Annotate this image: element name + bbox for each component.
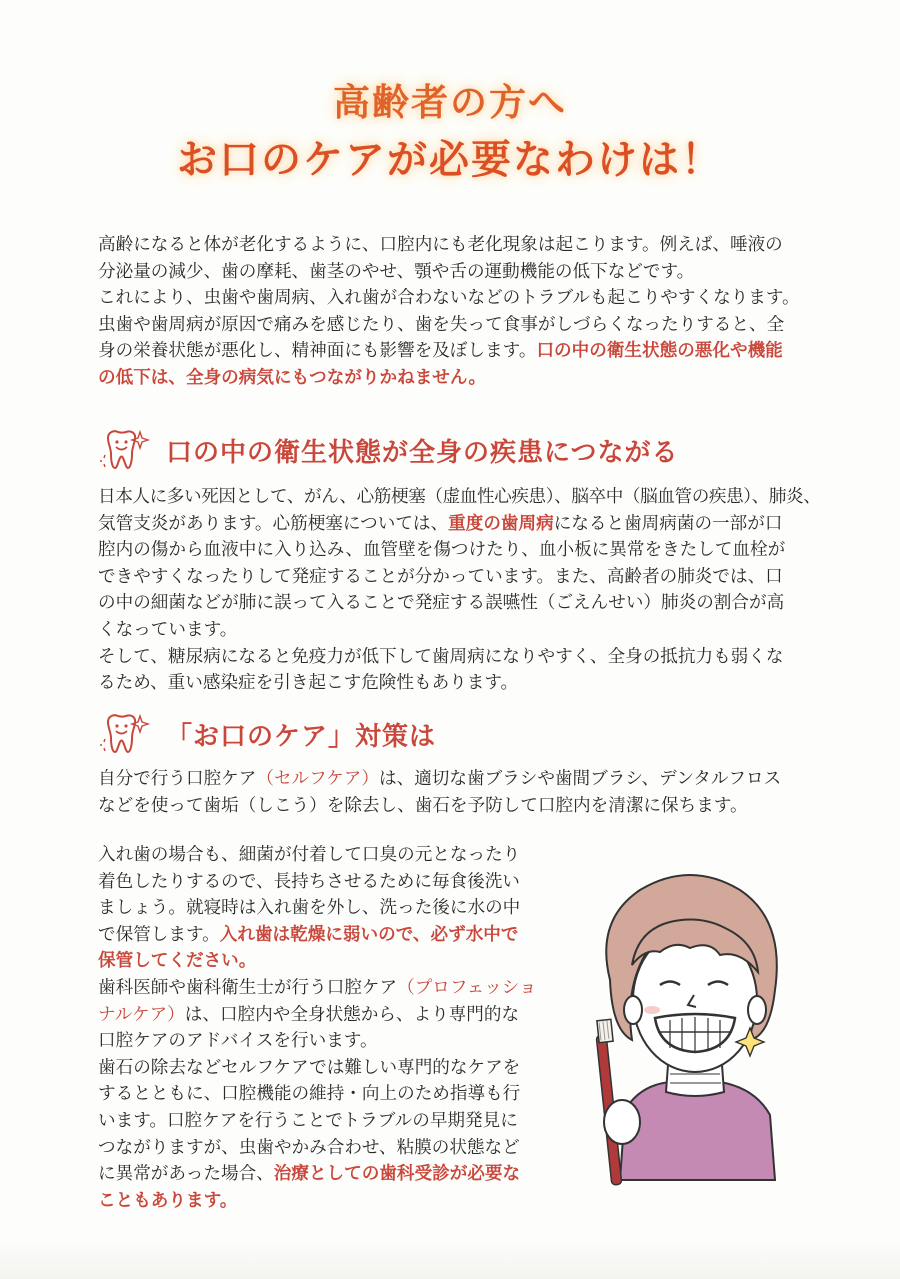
section1-paragraph xyxy=(98,484,843,697)
denture-highlight: 入れ歯は乾燥に弱いので、必ず水中で xyxy=(219,924,519,945)
title-line-1: 高齢者の方へ xyxy=(333,80,567,124)
smiling-tooth-icon xyxy=(100,428,156,472)
section1-line: できやすくなったりして発症することが分かっています。また、高齢者の肺炎では、口 xyxy=(98,566,783,587)
procare-line: 歯石の除去などセルフケアでは難しい専門的なケアを xyxy=(98,1057,521,1078)
denture-highlight: 保管してください。 xyxy=(98,951,257,972)
page-bottom-edge xyxy=(0,1240,900,1279)
intro-line: 身の栄養状態が悪化し、精神面にも影響を及ぼします。口の中の衛生状態の悪化や機能 xyxy=(98,341,783,362)
denture-line: で保管します。入れ歯は乾燥に弱いので、必ず水中で xyxy=(98,924,519,945)
section-heading-text: 口の中の衛生状態が全身の疾患につながる xyxy=(166,437,679,468)
smiling-tooth-icon xyxy=(100,712,156,756)
section-heading-systemic xyxy=(100,428,678,472)
procare-line: 口腔ケアのアドバイスを行います。 xyxy=(98,1031,378,1052)
section1-line: の中の細菌などが肺に誤って入ることで発症する誤嚥性（ごえんせい）肺炎の割合が高 xyxy=(98,593,785,614)
page-title xyxy=(0,75,900,191)
section-heading-care xyxy=(100,712,436,756)
severe-periodontal-highlight: 重度の歯周病 xyxy=(448,513,554,534)
intro-highlight: 口の中の衛生状態の悪化や機能 xyxy=(536,341,783,362)
procare-term: ナルケア） xyxy=(98,1004,185,1025)
section1-line: 腔内の傷から血液中に入り込み、血管壁を傷つけたり、血小板に異常をきたして血栓が xyxy=(98,540,786,561)
intro-line: これにより、虫歯や歯周病、入れ歯が合わないなどのトラブルも起こりやすくなります。 xyxy=(98,288,800,309)
denture-line: ましょう。就寝時は入れ歯を外し、洗った後に水の中 xyxy=(98,898,521,919)
intro-highlight: の低下は、全身の病気にもつながりかねません。 xyxy=(98,367,487,388)
section-heading-text: 「お口のケア」対策は xyxy=(166,721,437,752)
intro-line: 虫歯や歯周病が原因で痛みを感じたり、歯を失って食事がしづらくなったりすると、全 xyxy=(98,314,785,335)
intro-line: 分泌量の減少、歯の摩耗、歯茎のやせ、顎や舌の運動機能の低下などです。 xyxy=(98,261,695,282)
procare-line: に異常があった場合、治療としての歯科受診が必要な xyxy=(98,1164,521,1185)
treatment-highlight: こともあります。 xyxy=(98,1190,238,1211)
section1-line: 気管支炎があります。心筋梗塞については、重度の歯周病になると歯周病菌の一部が口 xyxy=(98,513,783,534)
selfcare-term: （セルフケア） xyxy=(256,769,379,789)
procare-line: います。口腔ケアを行うことでトラブルの早期発見に xyxy=(98,1110,518,1131)
procare-term: （プロフェッショ xyxy=(397,977,537,998)
procare-line: 歯科医師や歯科衛生士が行う口腔ケア（プロフェッショ xyxy=(98,977,537,998)
treatment-highlight: 治療としての歯科受診が必要な xyxy=(273,1164,521,1185)
selfcare-line: 自分で行う口腔ケア（セルフケア）は、適切な歯ブラシや歯間ブラシ、デンタルフロス xyxy=(98,769,782,789)
denture-line: 着色したりするので、長持ちさせるために毎食後洗い xyxy=(98,871,520,892)
procare-line: するとともに、口腔機能の維持・向上のため指導も行 xyxy=(98,1084,521,1105)
section1-line: そして、糖尿病になると免疫力が低下して歯周病になりやすく、全身の抵抗力も弱くな xyxy=(98,646,784,667)
selfcare-line: などを使って歯垢（しこう）を除去し、歯石を予防して口腔内を清潔に保ちます。 xyxy=(98,795,748,816)
section1-line: くなっています。 xyxy=(98,619,238,640)
procare-line: つながりますが、虫歯やかみ合わせ、粘膜の状態など xyxy=(98,1137,520,1158)
intro-paragraph xyxy=(98,232,838,392)
section1-line: 日本人に多い死因として、がん、心筋梗塞（虚血性心疾患）、脳卒中（脳血管の疾患）、肺炎、 xyxy=(98,487,821,507)
intro-line: 高齢になると体が老化するように、口腔内にも老化現象は起こります。例えば、唾液の xyxy=(98,235,783,255)
procare-line: ナルケア）は、口腔内や全身状態から、より専門的な xyxy=(98,1004,520,1025)
title-line-2: お口のケアが必要なわけは！ xyxy=(177,136,723,183)
denture-line: 入れ歯の場合も、細菌が付着して口臭の元となったり xyxy=(98,845,521,865)
denture-paragraph xyxy=(98,842,568,1214)
section1-line: るため、重い感染症を引き起こす危険性もあります。 xyxy=(98,673,519,694)
selfcare-paragraph xyxy=(98,766,838,819)
elderly-woman-with-toothbrush xyxy=(590,860,790,1190)
